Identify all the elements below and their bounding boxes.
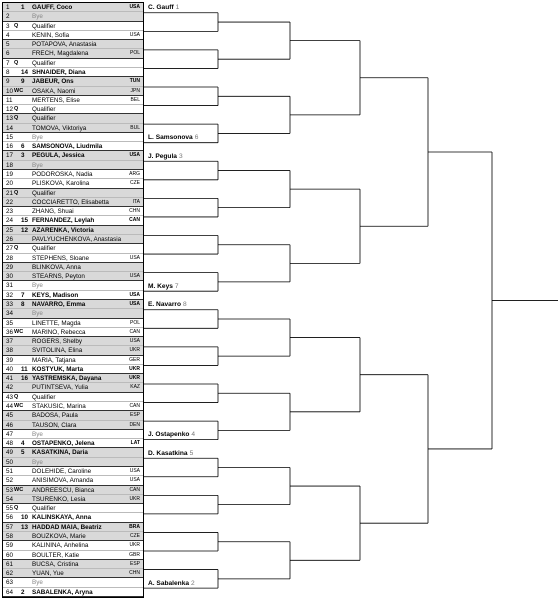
round2-name: M. Keys xyxy=(148,282,173,290)
draw-number: 38 xyxy=(6,347,14,355)
draw-number: 19 xyxy=(6,171,14,179)
country-code: USA xyxy=(129,254,140,261)
country-code: UKR xyxy=(129,495,140,502)
entry-tag: Q xyxy=(14,189,19,196)
country-code: CAN xyxy=(129,403,140,410)
draw-number: 64 xyxy=(6,588,14,596)
draw-number: 15 xyxy=(6,133,14,141)
country-code: UKR xyxy=(129,542,140,549)
round2-name: L. Samsonova xyxy=(148,134,193,142)
draw-number: 14 xyxy=(6,124,14,132)
player-name: BLINKOVA, Anna xyxy=(32,263,81,271)
player-name: TOMOVA, Viktoriya xyxy=(32,124,87,132)
player-name: Bye xyxy=(32,458,43,466)
country-code: USA xyxy=(129,31,140,38)
player-name: BUCSA, Cristina xyxy=(32,560,79,568)
draw-number: 27 xyxy=(6,245,14,253)
entry-tag: WC xyxy=(14,486,24,493)
player-name: STAKUSIC, Marina xyxy=(32,403,86,411)
seed-number: 16 xyxy=(21,375,29,383)
round2-seed: 7 xyxy=(174,282,179,290)
draw-number: 12 xyxy=(6,106,14,114)
player-name: KALININA, Anhelina xyxy=(32,542,89,550)
country-code: BRA xyxy=(129,523,140,530)
player-name: PLISKOVA, Karolina xyxy=(32,180,90,188)
player-name: Bye xyxy=(32,282,43,290)
player-name: Qualifier xyxy=(32,59,56,67)
country-code: CAN xyxy=(129,217,140,224)
player-name: KALINSKAYA, Anna xyxy=(32,514,92,522)
player-name: GAUFF, Coco xyxy=(32,4,73,11)
draw-number: 53 xyxy=(6,486,14,494)
round2-seed: 3 xyxy=(178,152,183,160)
player-name: COCCIARETTO, Elisabetta xyxy=(32,198,109,206)
player-name: Qualifier xyxy=(32,189,56,197)
draw-number: 4 xyxy=(6,31,10,39)
draw-number: 43 xyxy=(6,393,14,401)
draw-number: 31 xyxy=(6,282,14,290)
country-code: USA xyxy=(129,273,140,280)
country-code: ITA xyxy=(132,198,140,205)
player-name: KENIN, Sofia xyxy=(32,31,70,39)
player-name: Qualifier xyxy=(32,505,56,513)
draw-number: 13 xyxy=(6,115,14,123)
player-name: STEPHENS, Sloane xyxy=(32,254,90,262)
player-name: KASATKINA, Daria xyxy=(32,449,88,457)
player-name: PEGULA, Jessica xyxy=(32,152,85,160)
player-name: SVITOLINA, Elina xyxy=(32,347,83,355)
country-code: USA xyxy=(129,338,140,345)
country-code: USA xyxy=(129,291,140,298)
draw-number: 34 xyxy=(6,310,14,318)
draw-number: 61 xyxy=(6,560,14,568)
player-name: ROGERS, Shelby xyxy=(32,338,83,346)
draw-number: 48 xyxy=(6,440,14,448)
player-name: SAMSONOVA, Liudmila xyxy=(32,143,103,151)
draw-number: 59 xyxy=(6,542,14,550)
entry-tag: Q xyxy=(14,505,19,512)
country-code: LAT xyxy=(130,440,140,447)
player-name: PUTINTSEVA, Yulia xyxy=(32,384,89,392)
round2-seed: 1 xyxy=(175,4,180,12)
player-name: FERNANDEZ, Leylah xyxy=(32,217,95,225)
draw-number: 55 xyxy=(6,505,14,513)
draw-number: 25 xyxy=(6,226,14,234)
entry-tag: WC xyxy=(14,87,24,94)
player-name: TAUSON, Clara xyxy=(32,421,77,429)
player-name: HADDAD MAIA, Beatriz xyxy=(32,523,102,531)
player-name: Qualifier xyxy=(32,115,56,123)
player-name: TSURENKO, Lesia xyxy=(32,495,86,503)
player-name: Qualifier xyxy=(32,245,56,253)
draw-number: 26 xyxy=(6,236,14,243)
round2-seed: 6 xyxy=(194,134,199,142)
draw-number: 45 xyxy=(6,412,14,420)
seed-number: 2 xyxy=(21,588,25,596)
seed-number: 14 xyxy=(21,68,29,76)
country-code: ESP xyxy=(129,412,140,419)
seed-number: 1 xyxy=(21,4,25,11)
player-name: Qualifier xyxy=(32,22,56,30)
player-name: FRECH, Magdalena xyxy=(32,50,89,58)
country-code: GBR xyxy=(129,551,140,558)
player-name: SHNAIDER, Diana xyxy=(32,68,86,76)
round2-seed: 8 xyxy=(183,301,187,309)
round2-name: J. Pegula xyxy=(148,152,177,160)
round2-name: D. Kasatkina xyxy=(148,449,188,457)
seed-number: 4 xyxy=(21,440,25,448)
player-name: BOULTER, Katie xyxy=(32,551,80,559)
country-code: UKR xyxy=(129,375,140,382)
player-name: YASTREMSKA, Dayana xyxy=(32,375,102,383)
draw-number: 8 xyxy=(6,68,10,76)
draw-number: 6 xyxy=(6,50,10,58)
draw-number: 44 xyxy=(6,403,14,411)
draw-number: 10 xyxy=(6,87,14,95)
player-name: Bye xyxy=(32,13,43,21)
draw-number: 7 xyxy=(6,59,10,67)
player-name: ZHANG, Shuai xyxy=(32,208,74,216)
entry-tag: WC xyxy=(14,403,24,410)
seed-number: 12 xyxy=(21,226,29,234)
player-name: BOUZKOVA, Marie xyxy=(32,532,86,540)
draw-number: 1 xyxy=(6,4,10,11)
round2-seed: 2 xyxy=(191,579,195,587)
player-name: OSAKA, Naomi xyxy=(32,87,76,95)
draw-number: 52 xyxy=(6,477,14,485)
player-name: Bye xyxy=(32,430,43,438)
country-code: ARG xyxy=(129,171,140,178)
country-code: CHN xyxy=(129,208,140,215)
player-name: Bye xyxy=(32,310,43,318)
draw-number: 40 xyxy=(6,365,14,373)
draw-number: 24 xyxy=(6,217,14,225)
draw-number: 16 xyxy=(6,143,14,151)
entry-tag: Q xyxy=(14,59,19,66)
player-name: LINETTE, Magda xyxy=(32,319,81,327)
player-name: POTAPOVA, Anastasia xyxy=(32,41,97,49)
entry-tag: Q xyxy=(14,245,19,252)
entry-tag: Q xyxy=(14,106,19,113)
player-name: DOLEHIDE, Caroline xyxy=(32,468,92,475)
country-code: UKR xyxy=(129,347,140,354)
player-name: AZARENKA, Victoria xyxy=(32,226,94,234)
player-name: ANDREESCU, Bianca xyxy=(32,486,95,494)
entry-tag: Q xyxy=(14,115,19,122)
draw-number: 62 xyxy=(6,570,14,578)
country-code: UKR xyxy=(129,365,140,372)
draw-number: 2 xyxy=(6,13,10,21)
country-code: BEL xyxy=(130,96,140,103)
round2-name: C. Gauff xyxy=(148,4,174,12)
draw-number: 30 xyxy=(6,273,14,281)
round2-name: J. Ostapenko xyxy=(148,431,190,439)
seed-number: 8 xyxy=(21,300,25,308)
country-code: BUL xyxy=(130,124,140,131)
country-code: TUN xyxy=(129,78,140,85)
draw-number: 58 xyxy=(6,532,14,540)
seed-number: 6 xyxy=(21,143,25,151)
draw-number: 21 xyxy=(6,189,14,197)
player-name: PODOROSKA, Nadia xyxy=(32,171,93,179)
country-code: GER xyxy=(129,356,140,363)
draw-number: 29 xyxy=(6,263,14,271)
draw-number: 9 xyxy=(6,78,10,86)
country-code: USA xyxy=(129,468,140,474)
country-code: DEN xyxy=(129,421,140,428)
draw-number: 56 xyxy=(6,514,14,522)
draw-number: 18 xyxy=(6,161,14,169)
draw-number: 35 xyxy=(6,319,14,327)
player-name: Bye xyxy=(32,133,43,141)
draw-number: 60 xyxy=(6,551,14,559)
draw-number: 5 xyxy=(6,41,10,49)
player-name: KOSTYUK, Marta xyxy=(32,365,84,373)
country-code: JPN xyxy=(130,87,140,94)
draw-number: 57 xyxy=(6,523,14,531)
draw-number: 42 xyxy=(6,384,14,392)
draw-number: 32 xyxy=(6,291,14,299)
player-name: OSTAPENKO, Jelena xyxy=(32,440,95,448)
seed-number: 10 xyxy=(21,514,29,522)
draw-number: 47 xyxy=(6,430,14,438)
country-code: CAN xyxy=(129,486,140,493)
country-code: USA xyxy=(129,477,140,484)
draw-number: 51 xyxy=(6,468,14,475)
draw-number: 17 xyxy=(6,152,14,160)
country-code: USA xyxy=(129,300,140,307)
player-name: Bye xyxy=(32,161,43,169)
draw-number: 23 xyxy=(6,208,14,216)
round2-seed: 5 xyxy=(189,449,194,457)
country-code: CAN xyxy=(129,328,140,335)
player-name: STEARNS, Peyton xyxy=(32,273,85,281)
round2-name: A. Sabalenka xyxy=(148,579,190,587)
country-code: USA xyxy=(129,152,140,159)
country-code: CHN xyxy=(129,570,140,577)
draw-number: 36 xyxy=(6,328,14,336)
round2-seed: 4 xyxy=(191,431,196,439)
country-code: KAZ xyxy=(130,384,140,391)
draw-number: 46 xyxy=(6,421,14,429)
player-name: Qualifier xyxy=(32,106,56,114)
seed-number: 15 xyxy=(21,217,29,225)
player-name: SABALENKA, Aryna xyxy=(32,588,93,596)
player-name: NAVARRO, Emma xyxy=(32,300,86,308)
draw-number: 33 xyxy=(6,300,14,308)
player-name: JABEUR, Ons xyxy=(32,78,74,86)
draw-number: 11 xyxy=(6,96,13,104)
draw-number: 37 xyxy=(6,338,14,346)
country-code: CZE xyxy=(130,180,140,187)
draw-number: 54 xyxy=(6,495,14,503)
round2-name: E. Navarro xyxy=(148,301,181,309)
country-code: POL xyxy=(129,319,140,326)
player-name: PAVLYUCHENKOVA, Anastasia xyxy=(32,236,122,243)
player-name: YUAN, Yue xyxy=(32,570,64,578)
player-name: MERTENS, Elise xyxy=(32,96,80,104)
draw-number: 39 xyxy=(6,356,14,364)
country-code: POL xyxy=(129,50,140,57)
draw-number: 49 xyxy=(6,449,14,457)
draw-number: 22 xyxy=(6,198,14,206)
country-code: ESP xyxy=(129,560,140,567)
seed-number: 11 xyxy=(21,365,28,373)
player-name: ANISIMOVA, Amanda xyxy=(32,477,94,485)
entry-tag: Q xyxy=(14,393,19,400)
country-code: CZE xyxy=(130,532,140,539)
entry-tag: WC xyxy=(14,328,24,335)
draw-number: 63 xyxy=(6,579,14,587)
draw-number: 50 xyxy=(6,458,14,466)
entry-tag: Q xyxy=(14,22,19,29)
seed-number: 7 xyxy=(21,291,25,299)
player-name: MARIA, Tatjana xyxy=(32,356,76,364)
player-name: Bye xyxy=(32,579,43,587)
draw-number: 28 xyxy=(6,254,14,262)
country-code: USA xyxy=(129,4,140,10)
seed-number: 9 xyxy=(21,78,25,86)
draw-number: 3 xyxy=(6,22,10,30)
player-name: MARINO, Rebecca xyxy=(32,328,86,336)
draw-number: 41 xyxy=(6,375,14,383)
seed-number: 5 xyxy=(21,449,25,457)
player-name: Qualifier xyxy=(32,393,56,401)
seed-number: 3 xyxy=(21,152,25,160)
seed-number: 13 xyxy=(21,523,29,531)
player-name: KEYS, Madison xyxy=(32,291,79,299)
player-name: BADOSA, Paula xyxy=(32,412,78,420)
draw-number: 20 xyxy=(6,180,14,188)
